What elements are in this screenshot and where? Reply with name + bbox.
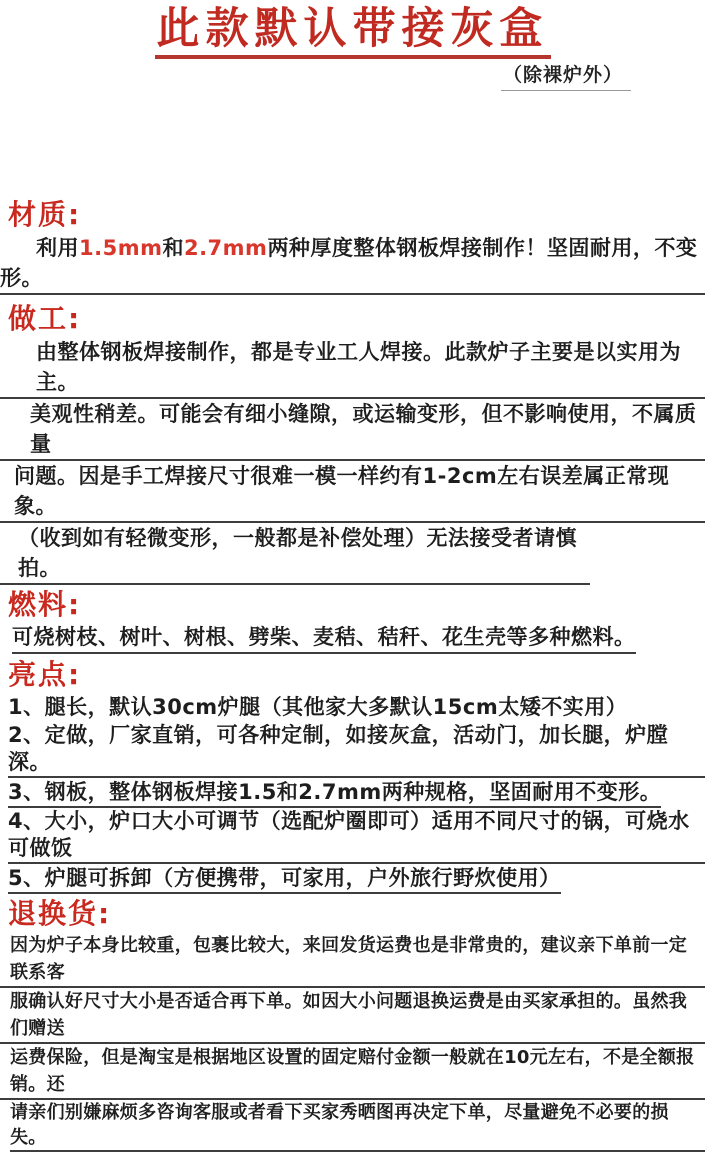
section-fuel [0,589,705,655]
page-title: 此款默认带接灰盒 [155,5,551,59]
highlight-item-text: 4、大小，炉口大小可调节（选配炉圈即可）适用不同尺寸的锅，可烧水可做饭 [8,808,705,864]
returns-line: 运费保险，但是淘宝是根据地区设置的固定赔付金额一般就在10元左右，不是全额报销。还 [0,1044,705,1100]
title-wrap [0,0,705,59]
fuel-heading: 燃料: [8,588,82,622]
highlight-item-text: 5、炉腿可拆卸（方便携带，可家用，户外旅行野炊使用） [8,865,561,894]
workmanship-heading: 做工: [8,302,82,336]
material-thickness-1: 1.5mm [79,236,163,261]
material-thickness-2: 2.7mm [183,236,268,261]
highlight-item [0,808,705,864]
section-material [0,197,705,295]
material-conjunction: 和 [162,236,184,261]
returns-line [0,1100,705,1152]
highlights-heading: 亮点: [8,658,82,692]
material-text-line [0,233,705,295]
highlight-item [0,693,705,722]
highlight-item-text: 1、腿长，默认30cm炉腿（其他家大多默认15cm太矮不实用） [8,695,628,720]
highlight-item-text: 3、钢板，整体钢板焊接1.5和2.7mm两种规格，坚固耐用不变形。 [8,779,661,808]
material-rest: 两种厚度整体钢板焊接制作！坚固耐用，不变形。 [0,236,698,291]
material-heading: 材质: [8,198,82,232]
section-returns [0,896,705,1152]
returns-heading: 退换货: [8,897,112,931]
material-intro: 利用 [36,236,79,261]
returns-line: 因为炉子本身比较重，包裹比较大，来回发货运费也是非常贵的，建议亲下单前一定联系客 [0,932,705,988]
returns-line: 服确认好尺寸大小是否适合再下单。如因大小问题退换运费是由买家承担的。虽然我们赠送 [0,988,705,1044]
highlight-item [0,778,705,808]
page-subtitle: （除裸炉外） [501,60,631,91]
workmanship-line: 由整体钢板焊接制作，都是专业工人焊接。此款炉子主要是以实用为主。 [0,337,705,399]
highlight-item [0,722,705,778]
section-workmanship [0,301,705,585]
section-highlights [0,657,705,894]
workmanship-line: 美观性稍差。可能会有细小缝隙，或运输变形，但不影响使用，不属质量 [0,399,705,461]
workmanship-line: （收到如有轻微变形，一般都是补偿处理）无法接受者请慎拍。 [0,523,590,585]
fuel-text: 可烧树枝、树叶、树根、劈柴、麦秸、秸秆、花生壳等多种燃料。 [12,623,636,654]
highlight-item [0,864,705,894]
returns-line-text: 请亲们别嫌麻烦多咨询客服或者看下买家秀晒图再决定下单，尽量避免不必要的损失。 [10,1100,705,1152]
subtitle-wrap [0,60,705,91]
highlight-item-text: 2、定做，厂家直销，可各种定制，如接灰盒，活动门，加长腿，炉膛深。 [8,722,705,778]
workmanship-line: 问题。因是手工焊接尺寸很难一模一样约有1-2cm左右误差属正常现象。 [0,461,705,523]
